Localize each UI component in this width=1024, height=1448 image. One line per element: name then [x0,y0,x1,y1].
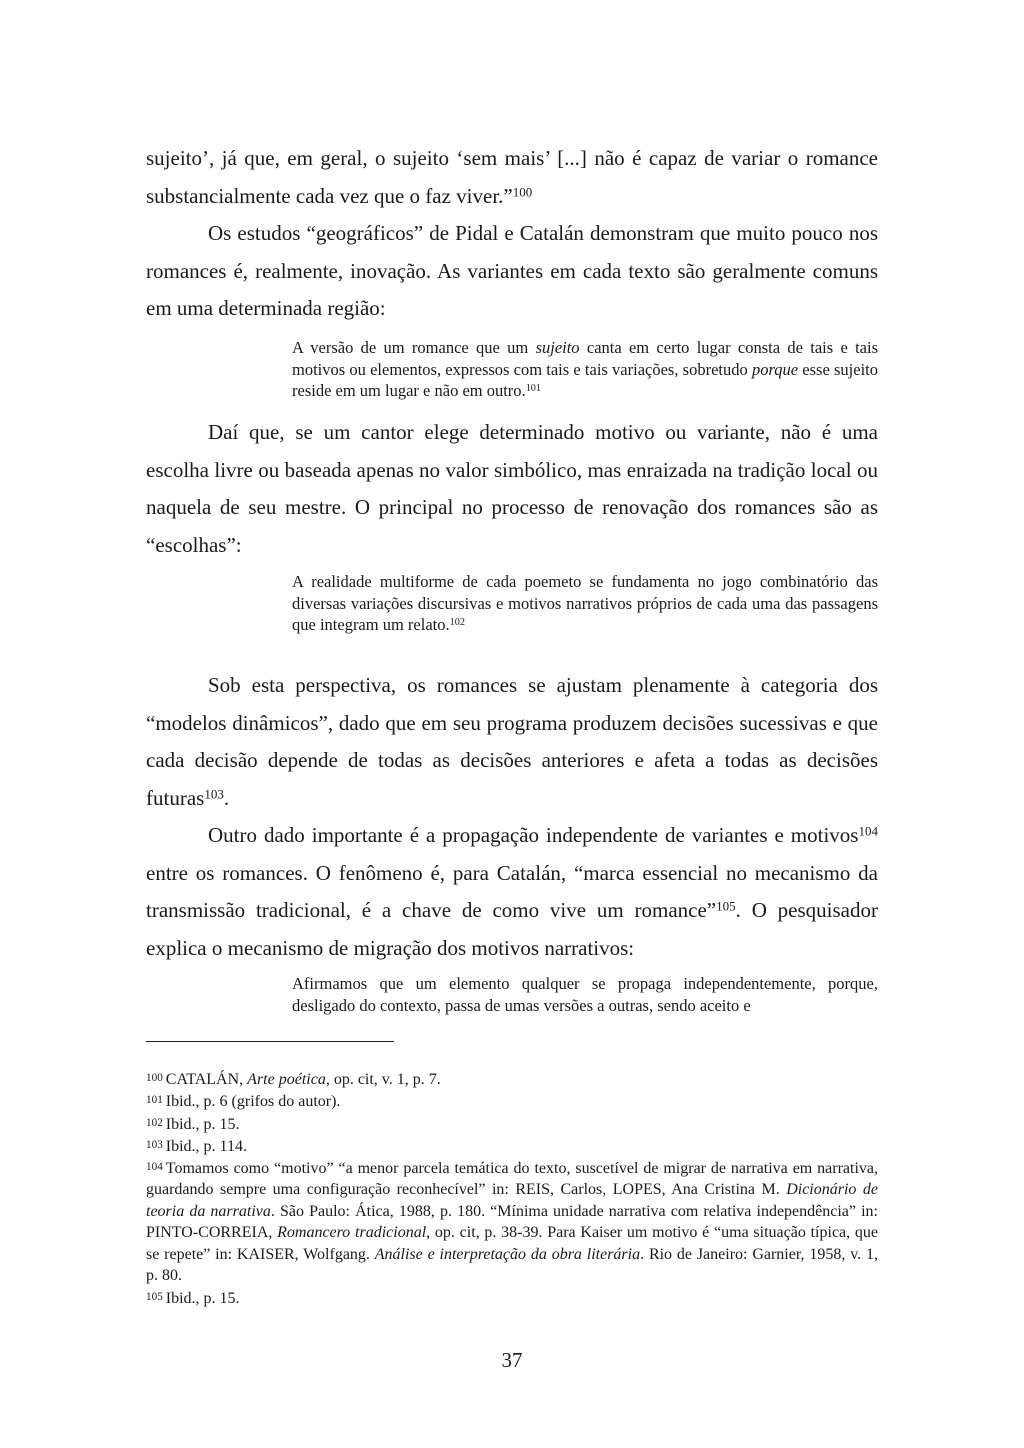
paragraph-text: sujeito’, já que, em geral, o sujeito ‘sem mais’ [...] não é capaz de variar o romance substancialmente cada vez que o faz viver.” [146,146,878,208]
paragraph-singer-choices [146,414,878,564]
footnote-text: Ibid., p. 15. [165,1115,240,1133]
footnote-number: 104 [146,1161,163,1174]
footnote-105 [146,1287,878,1309]
quote-text: Afirmamos que um elemento qualquer se propaga independentemente, porque, desligado do contexto, passa de umas versões a outras, sendo aceito e [292,974,878,1015]
paragraph-text: . [223,785,230,810]
paragraph-geographic-studies [146,215,878,328]
footnote-title: Análise e interpretação da obra literária [374,1245,641,1263]
footnote-text: Tomamos como “motivo” “a menor parcela temática do texto, suscetível de migrar de narrativa em narrativa, guardando sempre uma configuração reconhecível” in: REIS, Carlos, LOPES, Ana Cristina M. [146,1159,878,1199]
paragraph-text: Sob esta perspectiva, os romances se ajustam plenamente à categoria dos “modelos dinâmicos”, dado que em seu programa produzem decisões sucessivas e que cada decisão depende de todas as decisões anteriores e afeta a todas as decisões futuras [146,673,878,810]
paragraph-text: . O pesquisador explica o mecanismo de migração dos motivos narrativos: [146,898,878,960]
footnote-number: 103 [146,1138,163,1151]
footnote-103 [146,1135,878,1157]
footnote-text: . São Paulo: Ática, 1988, p. 180. “Mínima unidade narrativa com relativa independência” in: PINTO-CORREIA, [146,1202,878,1242]
block-quote-2 [292,571,878,636]
footnote-ref[interactable]: 102 [449,616,465,628]
footnote-text: . Rio de Janeiro: Garnier, 1958, v. 1, p. 80. [146,1245,879,1285]
footnote-101 [146,1090,878,1112]
page-number: 37 [501,1348,523,1372]
quote-text: canta em certo lugar consta de tais e tais motivos ou elementos, expressos com tais e tais variações, sobretudo [292,338,879,379]
quote-emphasis: sujeito [535,338,580,357]
paragraph-text: Daí que, se um cantor elege determinado motivo ou variante, não é uma escolha livre ou baseada apenas no valor simbólico, mas enraizada na tradição local ou naquela de seu mestre. O principal no processo de renovação dos romances são as “escolhas”: [146,420,878,557]
paragraph-text: Os estudos “geográficos” de Pidal e Catalán demonstram que muito pouco nos romances é, realmente, inovação. As variantes em cada texto são geralmente comuns em uma determinada região: [146,221,878,320]
footnote-text: Ibid., p. 6 (grifos do autor). [165,1093,341,1111]
footnotes [146,1068,878,1309]
quote-text: A versão de um romance que um [292,338,536,357]
footnote-ref[interactable]: 105 [716,898,736,914]
footnote-ref[interactable]: 103 [204,786,224,801]
footnote-ref[interactable]: 100 [512,184,533,199]
footnote-100 [146,1068,878,1090]
footnote-title: Romancero tradicional [277,1224,427,1242]
block-quote-3 [292,973,878,1016]
quote-text: esse sujeito reside em um lugar e não em outro. [292,359,878,400]
footnote-text: Ibid., p. 15. [165,1289,240,1307]
paragraph-independent-propagation [146,817,878,967]
footnote-separator [146,1041,394,1042]
footnote-104 [146,1157,878,1287]
quote-emphasis: porque [751,359,799,379]
footnote-102 [146,1113,878,1135]
footnote-text: CATALÁN, [165,1070,248,1088]
footnote-title: Dicionário de teoria da narrativa [146,1181,878,1220]
footnote-number: 102 [146,1116,163,1129]
block-quote-1 [292,337,878,402]
footnote-ref[interactable]: 104 [858,823,878,839]
footnote-text: Ibid., p. 114. [165,1137,247,1155]
paragraph-continuation [146,140,878,215]
footnote-number: 101 [146,1094,163,1107]
footnote-text: , op. cit, p. 38-39. Para Kaiser um motivo é “uma situação típica, que se repete” in: KAISER, Wolfgang. [146,1224,878,1263]
footnote-number: 105 [146,1290,163,1303]
paragraph-text: entre os romances. O fenômeno é, para Catalán, “marca essencial no mecanismo da transmissão tradicional, é a chave de como vive um romance” [146,860,878,922]
footnote-text: , op. cit, v. 1, p. 7. [325,1070,441,1088]
footnote-title: Arte poética [247,1070,326,1088]
quote-text: A realidade multiforme de cada poemeto se fundamenta no jogo combinatório das diversas variações discursivas e motivos narrativos próprios de cada uma das passagens que integram um relato. [292,572,878,634]
footnote-ref[interactable]: 101 [525,382,542,394]
paragraph-dynamic-models [146,667,878,817]
paragraph-text: Outro dado importante é a propagação independente de variantes e motivos [208,823,859,847]
footnote-number: 100 [146,1072,163,1084]
